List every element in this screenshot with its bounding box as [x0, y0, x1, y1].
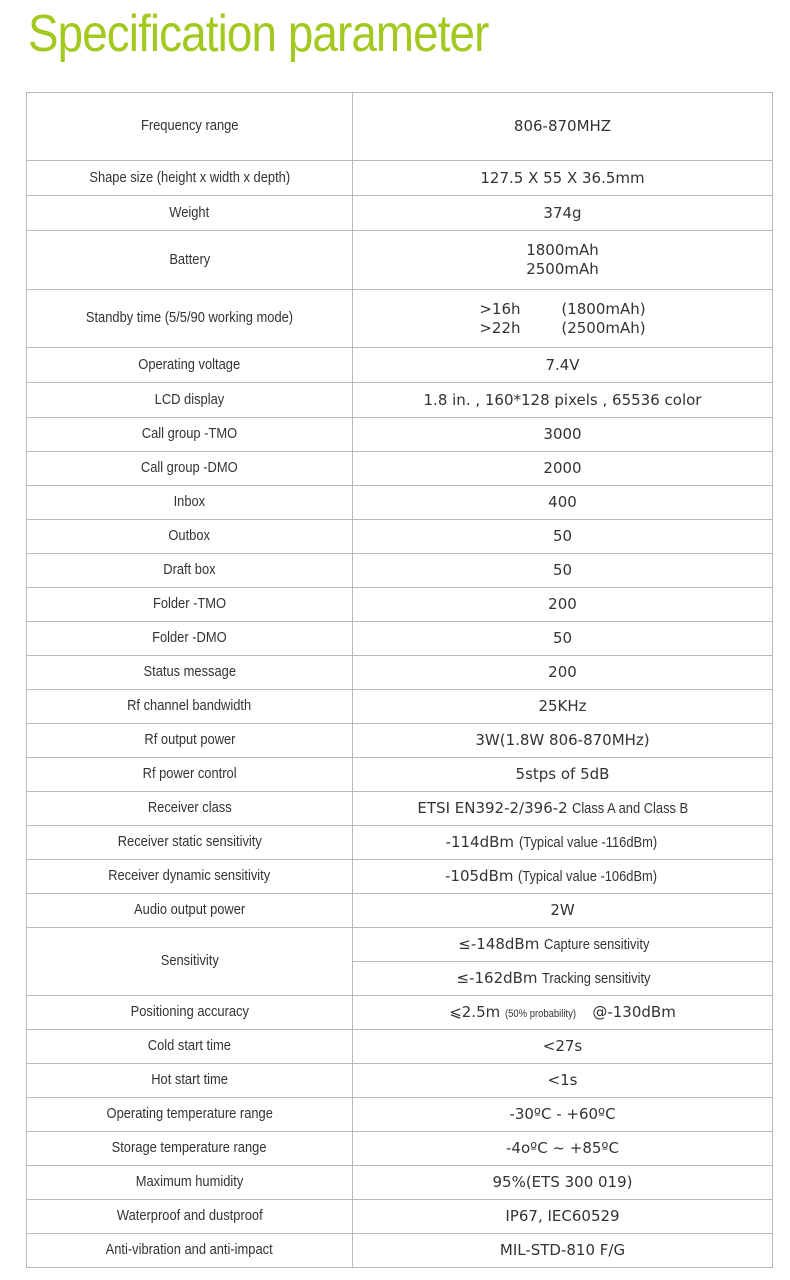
row-label: Operating voltage	[27, 348, 353, 383]
table-row	[27, 1064, 773, 1098]
row-label: Rf channel bandwidth	[27, 690, 353, 724]
table-row	[27, 554, 773, 588]
row-value: -105dBm (Typical value -106dBm)	[353, 860, 773, 894]
row-label: Hot start time	[27, 1064, 353, 1098]
table-row	[27, 758, 773, 792]
row-label: Receiver dynamic sensitivity	[27, 860, 353, 894]
table-row	[27, 290, 773, 348]
row-label: Rf output power	[27, 724, 353, 758]
row-value	[353, 290, 773, 348]
row-label: Storage temperature range	[27, 1132, 353, 1166]
table-row	[27, 1166, 773, 1200]
table-row	[27, 894, 773, 928]
row-value: ⩽2.5m (50% probability) @-130dBm	[353, 996, 773, 1030]
row-label: Receiver static sensitivity	[27, 826, 353, 860]
table-row	[27, 1098, 773, 1132]
row-value: 2W	[353, 894, 773, 928]
row-value: 5stps of 5dB	[353, 758, 773, 792]
table-row	[27, 196, 773, 231]
row-value: 50	[353, 622, 773, 656]
row-label: Sensitivity	[27, 928, 353, 996]
row-label: Inbox	[27, 486, 353, 520]
standby-time-2: >22h	[479, 318, 521, 337]
row-value: 25KHz	[353, 690, 773, 724]
specification-table	[26, 92, 773, 1268]
row-label: Call group -DMO	[27, 452, 353, 486]
row-label: Weight	[27, 196, 353, 231]
row-value: 127.5 X 55 X 36.5mm	[353, 161, 773, 196]
row-value: 2000	[353, 452, 773, 486]
row-label: Shape size (height x width x depth)	[27, 161, 353, 196]
row-value: MIL-STD-810 F/G	[353, 1234, 773, 1268]
table-row	[27, 622, 773, 656]
table-row	[27, 452, 773, 486]
standby-time-1: >16h	[479, 299, 521, 318]
row-label: Standby time (5/5/90 working mode)	[27, 290, 353, 348]
row-label: Cold start time	[27, 1030, 353, 1064]
battery-value-1: 1800mAh	[526, 241, 599, 260]
table-row	[27, 383, 773, 418]
row-value: 200	[353, 588, 773, 622]
standby-capacity-1: (1800mAh)	[561, 299, 646, 318]
table-row	[27, 588, 773, 622]
table-row	[27, 486, 773, 520]
row-value: 50	[353, 554, 773, 588]
row-value: 1.8 in. , 160*128 pixels , 65536 color	[353, 383, 773, 418]
table-row	[27, 826, 773, 860]
row-label: Folder -DMO	[27, 622, 353, 656]
row-value: ≤-162dBm Tracking sensitivity	[353, 962, 773, 996]
row-label: Call group -TMO	[27, 418, 353, 452]
standby-capacity-2: (2500mAh)	[561, 318, 646, 337]
table-row	[27, 1234, 773, 1268]
page-title: Specification parameter	[28, 5, 489, 63]
row-label: LCD display	[27, 383, 353, 418]
row-value: <1s	[353, 1064, 773, 1098]
row-label: Battery	[27, 231, 353, 290]
row-value: 806-870MHZ	[353, 93, 773, 161]
table-row	[27, 724, 773, 758]
row-value	[353, 231, 773, 290]
row-label: Receiver class	[27, 792, 353, 826]
row-label: Maximum humidity	[27, 1166, 353, 1200]
row-label: Waterproof and dustproof	[27, 1200, 353, 1234]
row-label: Frequency range	[27, 93, 353, 161]
row-value: IP67, IEC60529	[353, 1200, 773, 1234]
table-row	[27, 418, 773, 452]
table-row	[27, 1030, 773, 1064]
row-label: Folder -TMO	[27, 588, 353, 622]
table-row	[27, 520, 773, 554]
table-row	[27, 1200, 773, 1234]
row-label: Anti-vibration and anti-impact	[27, 1234, 353, 1268]
table-row	[27, 161, 773, 196]
row-label: Rf power control	[27, 758, 353, 792]
row-value: -4oºC ~ +85ºC	[353, 1132, 773, 1166]
row-value: 374g	[353, 196, 773, 231]
table-row	[27, 996, 773, 1030]
row-value: -114dBm (Typical value -116dBm)	[353, 826, 773, 860]
standby-values	[479, 300, 645, 338]
row-value: 200	[353, 656, 773, 690]
row-label: Status message	[27, 656, 353, 690]
battery-value-2: 2500mAh	[526, 260, 599, 278]
row-label: Outbox	[27, 520, 353, 554]
row-label: Positioning accuracy	[27, 996, 353, 1030]
table-row	[27, 348, 773, 383]
table-row	[27, 231, 773, 290]
row-value: <27s	[353, 1030, 773, 1064]
table-row	[27, 928, 773, 962]
row-value: 3000	[353, 418, 773, 452]
row-value: ≤-148dBm Capture sensitivity	[353, 928, 773, 962]
row-value: -30ºC - +60ºC	[353, 1098, 773, 1132]
table-row	[27, 93, 773, 161]
row-label: Draft box	[27, 554, 353, 588]
row-value: 3W(1.8W 806-870MHz)	[353, 724, 773, 758]
table-row	[27, 792, 773, 826]
row-label: Audio output power	[27, 894, 353, 928]
row-value: 50	[353, 520, 773, 554]
row-label: Operating temperature range	[27, 1098, 353, 1132]
row-value: 95%(ETS 300 019)	[353, 1166, 773, 1200]
row-value: 7.4V	[353, 348, 773, 383]
row-value: ETSI EN392-2/396-2 Class A and Class B	[353, 792, 773, 826]
table-row	[27, 656, 773, 690]
table-row	[27, 860, 773, 894]
table-row	[27, 690, 773, 724]
row-value: 400	[353, 486, 773, 520]
table-row	[27, 1132, 773, 1166]
